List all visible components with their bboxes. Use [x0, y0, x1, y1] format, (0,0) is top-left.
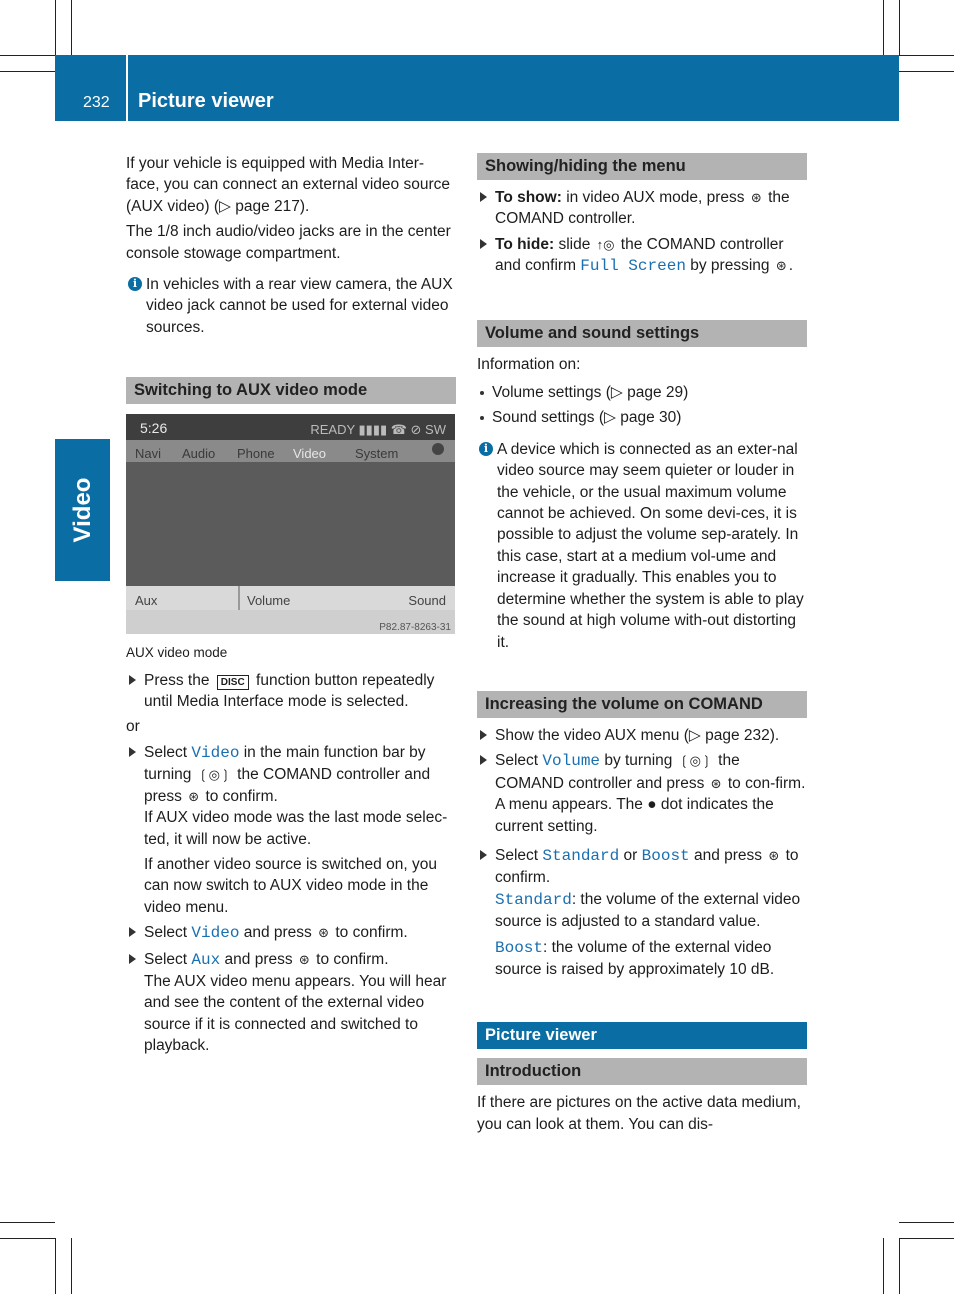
- menu-link-aux[interactable]: Aux: [191, 950, 221, 969]
- paragraph: If your vehicle is equipped with Media Inter-face, you can connect an external video source (AUX video) (▷ page 217).: [126, 155, 450, 215]
- screen-bottom-item[interactable]: Sound: [408, 593, 446, 609]
- section-heading: Increasing the volume on COMAND: [477, 691, 807, 718]
- menu-link-volume[interactable]: Volume: [542, 752, 601, 771]
- slide-controller-icon: ↑◎: [596, 236, 615, 252]
- instruction-step: [477, 845, 807, 980]
- step-arrow-icon: [480, 730, 487, 740]
- info-note: [126, 274, 456, 338]
- step-text: If AUX video mode was the last mode selec-ted, it will now be active.: [144, 809, 448, 848]
- chapter-heading: Picture viewer: [477, 1022, 807, 1049]
- section-heading: Switching to AUX video mode: [126, 377, 456, 404]
- paragraph: Information on:: [477, 355, 581, 373]
- figure-caption: AUX video mode: [126, 645, 228, 661]
- image-reference-code: P82.87-8263-31: [379, 622, 451, 634]
- crop-mark: [899, 1238, 954, 1239]
- screen-video-area: [126, 462, 455, 586]
- step-text: If another video source is switched on, you can now switch to AUX video mode in the video menu.: [144, 855, 437, 916]
- step-text: Select: [495, 846, 539, 864]
- crop-mark: [883, 0, 884, 55]
- step-text: : the volume of the external video source is raised by approximately 10 dB.: [495, 938, 775, 978]
- menu-link-boost[interactable]: Boost: [495, 938, 544, 957]
- screen-status: READY ▮▮▮▮ ☎ ⊘ SW: [310, 422, 446, 438]
- info-icon: i: [479, 442, 493, 456]
- list-item: [477, 407, 807, 428]
- step-text: Show the video AUX menu (▷ page 232).: [495, 726, 780, 744]
- crop-mark: [55, 1238, 56, 1294]
- step-text: The AUX video menu appears. You will hear and see the content of the external video source if it is connected and switched to playback.: [144, 972, 447, 1055]
- screen-status-bar: [126, 414, 455, 440]
- turn-controller-icon: ❲◎❳: [678, 753, 712, 769]
- step-text: or: [623, 846, 638, 864]
- crop-mark: [883, 1238, 884, 1294]
- left-column: [126, 153, 456, 1057]
- step-text: slide: [558, 235, 591, 253]
- crop-mark: [71, 1238, 72, 1294]
- step-text: Select: [144, 924, 188, 942]
- paragraph: If there are pictures on the active data medium, you can look at them. You can dis-: [477, 1094, 801, 1133]
- press-controller-icon: ⊛: [710, 775, 722, 791]
- instruction-step: [126, 922, 456, 944]
- menu-link-boost[interactable]: Boost: [641, 846, 690, 865]
- press-controller-icon: ⊛: [750, 190, 762, 205]
- page-header: [55, 55, 899, 121]
- right-column: [477, 153, 807, 1135]
- comand-screenshot: [126, 414, 455, 634]
- instruction-step: To hide: slide ↑◎ the COMAND controller and confirm Full Screen by pressing ⊛ .: [477, 234, 807, 278]
- step-text: the COMAND controller and confirm: [495, 235, 784, 275]
- step-text: the COMAND controller and press: [144, 766, 431, 805]
- step-text: function button repeatedly until Media Interface mode is selected.: [144, 671, 435, 711]
- info-text: A device which is connected as an exter-nal video source may seem quieter or louder in the vehicle, or the usual maximum volume cannot be achieved. On some devi-ces, it is possible to adjust the volume sep-arately. In this case, start at a medium vol-ume and increase it gradually. This enables you to determine whether the system is able to play the sound at high volume with-out distorting it.: [497, 440, 804, 651]
- list-item-text: Sound settings (▷ page 30): [492, 409, 682, 427]
- step-text: in the main function bar by turning: [144, 743, 426, 784]
- instruction-step: [477, 725, 807, 746]
- gear-icon[interactable]: [432, 443, 444, 455]
- step-text: in video AUX mode, press: [566, 189, 745, 206]
- crop-mark: [899, 1222, 954, 1223]
- step-text: Press the: [144, 671, 210, 689]
- info-text: In vehicles with a rear view camera, the AUX video jack cannot be used for external video sources.: [146, 276, 453, 336]
- press-controller-icon: ⊛: [298, 951, 310, 967]
- step-text: the COMAND controller and press: [495, 752, 740, 792]
- step-text: and press: [693, 846, 763, 864]
- bullet-icon: [480, 416, 484, 420]
- screen-menu-item[interactable]: Audio: [182, 446, 216, 462]
- info-icon: i: [128, 277, 142, 291]
- crop-mark: [0, 55, 55, 56]
- menu-link-full-screen[interactable]: Full Screen: [580, 257, 686, 276]
- page-title: Picture viewer: [138, 90, 274, 112]
- step-text: to confirm.: [316, 950, 389, 968]
- step-arrow-icon: [129, 954, 136, 964]
- page-number: 232: [83, 94, 110, 111]
- step-arrow-icon: [129, 927, 136, 937]
- step-arrow-icon: [480, 755, 487, 765]
- crop-mark: [71, 0, 72, 55]
- press-controller-icon: ⊛: [188, 788, 200, 804]
- crop-mark: [0, 1222, 55, 1223]
- instruction-step: [126, 949, 456, 1057]
- screen-divider: [238, 586, 240, 610]
- section-tab-label: Video: [68, 477, 96, 543]
- screen-menu-item-active[interactable]: Video: [293, 446, 327, 462]
- menu-link-video[interactable]: Video: [191, 924, 240, 943]
- step-arrow-icon: [129, 675, 136, 685]
- screen-bottom-item[interactable]: Volume: [247, 593, 291, 609]
- step-text: Select: [144, 743, 188, 761]
- step-text: to con-firm.: [727, 774, 806, 792]
- menu-link-standard[interactable]: Standard: [542, 846, 620, 865]
- step-text: to confirm.: [335, 924, 408, 942]
- crop-mark: [899, 55, 954, 56]
- step-arrow-icon: [480, 192, 487, 202]
- crop-mark: [55, 0, 56, 55]
- step-text: and press: [243, 924, 312, 942]
- screen-menu-item[interactable]: System: [355, 446, 399, 462]
- step-text: Select: [144, 950, 188, 968]
- step-arrow-icon: [480, 239, 487, 249]
- step-text: to confirm.: [205, 787, 278, 805]
- paragraph: The 1/8 inch audio/video jacks are in the center console stowage compartment.: [126, 223, 451, 262]
- menu-link-video[interactable]: Video: [191, 743, 240, 762]
- screen-bottom-bar: [126, 586, 455, 610]
- step-text: Select: [495, 752, 539, 770]
- info-note: [477, 439, 807, 653]
- step-text: A menu appears. The ● dot indicates the current setting.: [495, 796, 774, 835]
- press-controller-icon: ⊛: [318, 925, 330, 941]
- section-heading: Volume and sound settings: [477, 320, 807, 347]
- step-label: To show:: [495, 189, 562, 206]
- list-item-text: Volume settings (▷ page 29): [492, 384, 689, 402]
- step-text: : the volume of the external video source is adjusted to a standard value.: [495, 890, 801, 931]
- instruction-step: [477, 750, 807, 837]
- image-reference: [126, 610, 455, 634]
- crop-mark: [899, 1238, 900, 1294]
- instruction-step: [126, 670, 456, 713]
- or-text: or: [126, 718, 140, 736]
- section-heading: Introduction: [477, 1058, 807, 1085]
- step-label: To hide:: [495, 235, 555, 253]
- screen-main-function-bar: [126, 440, 455, 462]
- turn-controller-icon: ❲◎❳: [197, 767, 231, 783]
- step-arrow-icon: [129, 747, 136, 757]
- disc-button-icon: DISC: [217, 675, 249, 690]
- step-text: the COMAND controller.: [495, 189, 790, 228]
- screen-menu-item[interactable]: Navi: [135, 446, 162, 462]
- press-controller-icon: ⊛: [768, 847, 780, 863]
- section-tab[interactable]: [55, 439, 110, 581]
- step-text: by turning: [604, 752, 673, 770]
- crop-mark: [0, 1238, 55, 1239]
- step-text: to confirm.: [495, 846, 799, 887]
- menu-link-standard[interactable]: Standard: [495, 890, 572, 909]
- crop-mark: [899, 71, 954, 72]
- bullet-icon: [480, 391, 484, 395]
- list-item: [477, 382, 807, 403]
- header-divider: [126, 55, 128, 121]
- section-heading: Showing/hiding the menu: [477, 153, 807, 180]
- step-text: and press: [224, 950, 293, 968]
- screen-bottom-item[interactable]: Aux: [135, 593, 158, 609]
- instruction-step: [126, 742, 456, 918]
- step-arrow-icon: [480, 850, 487, 860]
- screen-menu-item[interactable]: Phone: [237, 446, 275, 462]
- press-controller-icon: ⊛: [775, 258, 787, 274]
- step-text: by pressing: [690, 257, 770, 275]
- screen-time: 5:26: [140, 420, 168, 437]
- instruction-step: [477, 187, 807, 230]
- crop-mark: [0, 71, 55, 72]
- crop-mark: [899, 0, 900, 55]
